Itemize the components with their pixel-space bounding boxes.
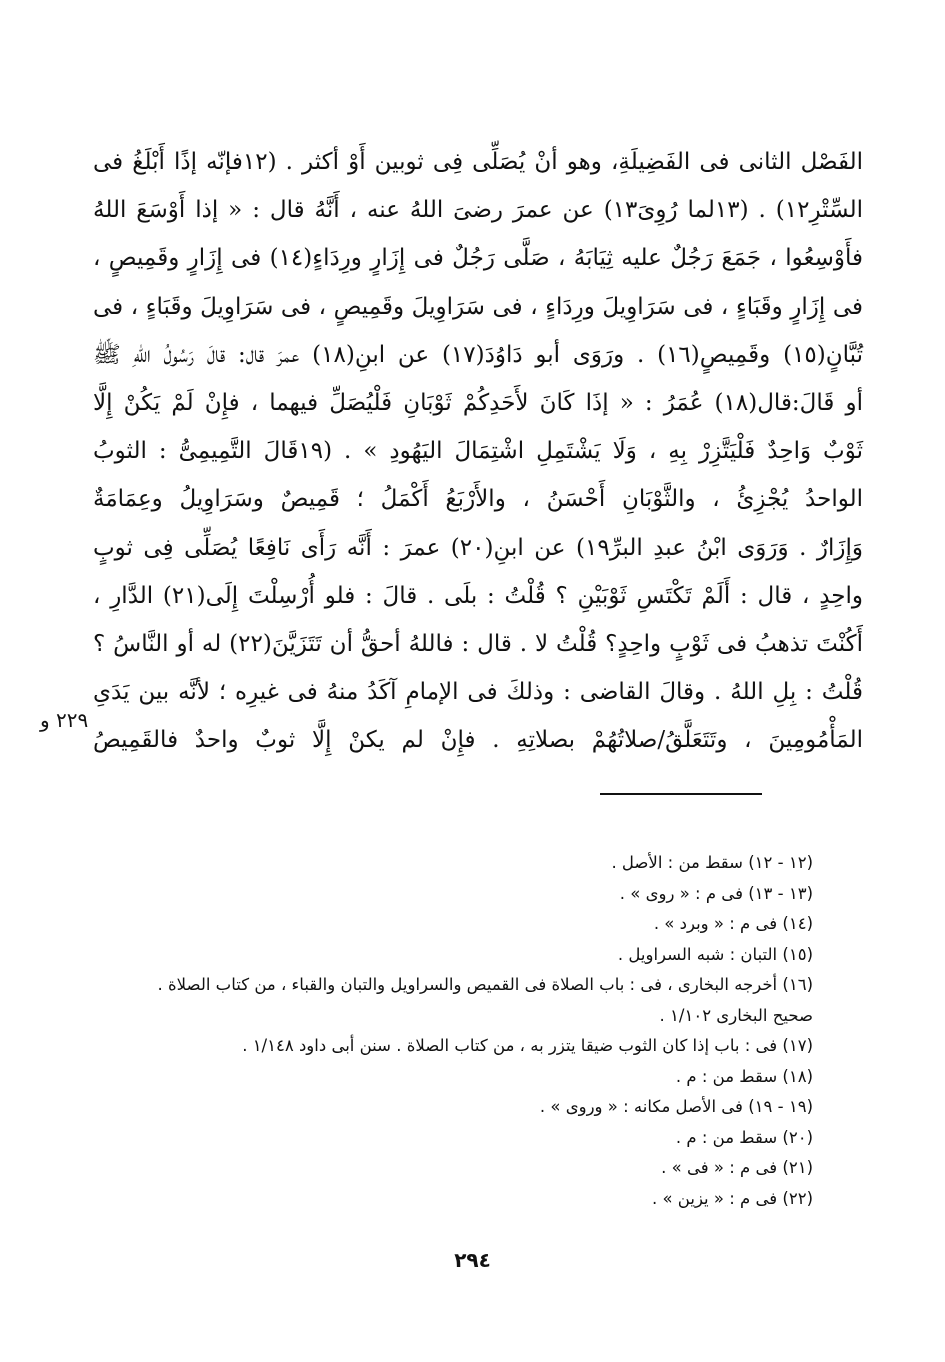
text-line: أو قَالَ:قال(١٨) عُمَرُ : « إذَا كَانَ لأَحَدِكُمْ ثَوْبَانِ فَلْيُصَلِّ فيهما ، فإِنْ لَمْ يَكُنْ إِلَّا — [93, 389, 863, 416]
footnote: (١٩ - ١٩) فى الأصل مكانه : « وروى » . — [539, 1097, 813, 1116]
footnote: (١٨) سقط من : م . — [675, 1066, 813, 1086]
footnote: (٢٢) فى م : « يزين » . — [651, 1188, 813, 1208]
text-line: ثَوْبٌ وَاحِدٌ فَلْيَتَّزِرْ بِهِ ، وَلَا يَشْتَمِلِ اشْتِمَالَ اليَهُودِ » . (١٩قَالَ التَّمِيمِىُّ : الثوبُ — [93, 438, 863, 465]
text-line: واحِدٍ ، قال : أَلَمْ تَكْتَسِ ثَوْبَيْنِ ؟ قُلْتُ : بلَى . قالَ : فلو أُرْسِلْتَ إِلَى(٢١) الدَّارِ ، — [93, 582, 863, 609]
footnote: (٢٠) سقط من : م . — [675, 1127, 813, 1147]
main-text-body — [93, 138, 863, 764]
text-line: الواحدُ يُجْزِئُ ، والثَّوْبَانِ أَحْسَنُ ، والأَرْبَعُ أَكْمَلُ ؛ قَمِيصٌ وسَرَاوِيلُ وعِمَامَةٌ — [93, 486, 863, 513]
manuscript-folio-marker: ٢٢٩ و — [40, 708, 89, 732]
text-line: قُلْتُ : بِلِ اللهُ . وقالَ القاضى : وذلكَ فى الإمامِ آكَدُ منهُ فى غيرِه ؛ لأنَّه بين يَدَىِ — [93, 679, 863, 706]
footnotes — [123, 848, 813, 1214]
page-number: ٢٩٤ — [454, 1248, 491, 1272]
footnote-divider — [600, 793, 762, 795]
footnote: (١٢ - ١٢) سقط من : الأصل . — [611, 853, 813, 872]
footnote: (١٧) فى : باب إذا كان الثوب ضيقا يتزر به ، من كتاب الصلاة . سنن أبى داود ١/١٤٨ . — [242, 1036, 813, 1055]
footnote: (١٣ - ١٣) فى م : « روى » . — [619, 883, 813, 903]
footnote: (١٦) أخرجه البخارى ، فى : باب الصلاة فى القميص والسراويل والتبان والقباء ، من كتاب الصلاة . صحيح البخارى ١/١٠٢ . — [157, 975, 813, 1025]
text-line: وَإِزَارٌ . وَرَوَى ابْنُ عبدِ البرِّ١٩) عن ابنِ(٢٠) عمرَ : أَنَّه رَأَى نَافِعًا يُصَلِّى فِى ثوبٍ — [93, 534, 863, 561]
text-line: المَأْمُومِينَ ، وتَتَعَلَّقُ/صلاتُهُمْ بصلاتِهِ . فإِنْ لم يكنْ إِلَّا ثوبٌ واحدٌ فالقَمِيصُ — [93, 727, 863, 754]
footnote: (٢١) فى م : « فى » . — [661, 1158, 813, 1177]
footnote: (١٤) فى م : « وبرد » . — [653, 914, 813, 933]
text-line: أَكُنْتَ تذهبُ فى ثَوْبٍ واحِدٍ؟ قُلْتُ لا . قال : فاللهُ أحقُّ أن تَتَزَيَّنَ(٢٢) له أو النَّاسُ ؟ — [93, 630, 863, 657]
text-line: تُبَّانٍ(١٥) وقَمِيصٍ(١٦) . ورَوَى أبو دَاوُدَ(١٧) عن ابنِ(١٨) عمرَ قال: قالَ رَسُولُ اللهِ ﷺ — [93, 341, 863, 368]
footnote: (١٥) التبان : شبه السراويل . — [617, 944, 813, 964]
text-line: فى إِزَارٍ وقَبَاءٍ ، فى سَرَاوِيلَ ورِدَاءٍ ، فى سَرَاوِيلَ وقَمِيصٍ ، فى سَرَاوِيلَ وقَبَاءٍ ، فى — [93, 293, 863, 320]
text-line: الفَصْل الثانى فى الفَضِيلَةِ، وهو أنْ يُصَلِّى فِى ثوبين أَوْ أكثر . (١٢فإنّه إذًا أَبْلَغُ فى — [93, 149, 863, 175]
text-line: فأَوْسِعُوا ، جَمَعَ رَجُلٌ عليه ثِيَابَهُ ، صَلَّى رَجُلٌ فى إِزَارٍ ورِدَاءٍ(١٤) فى إِزَارٍ وقَمِيصٍ ، — [93, 245, 863, 272]
text-line: السِّتْرِ١٢) . (١٣لما رُوِىَ١٣) عن عمرَ رضىَ اللهُ عنه ، أَنَّهُ قال : « إذا أَوْسَعَ اللهُ — [93, 197, 863, 224]
